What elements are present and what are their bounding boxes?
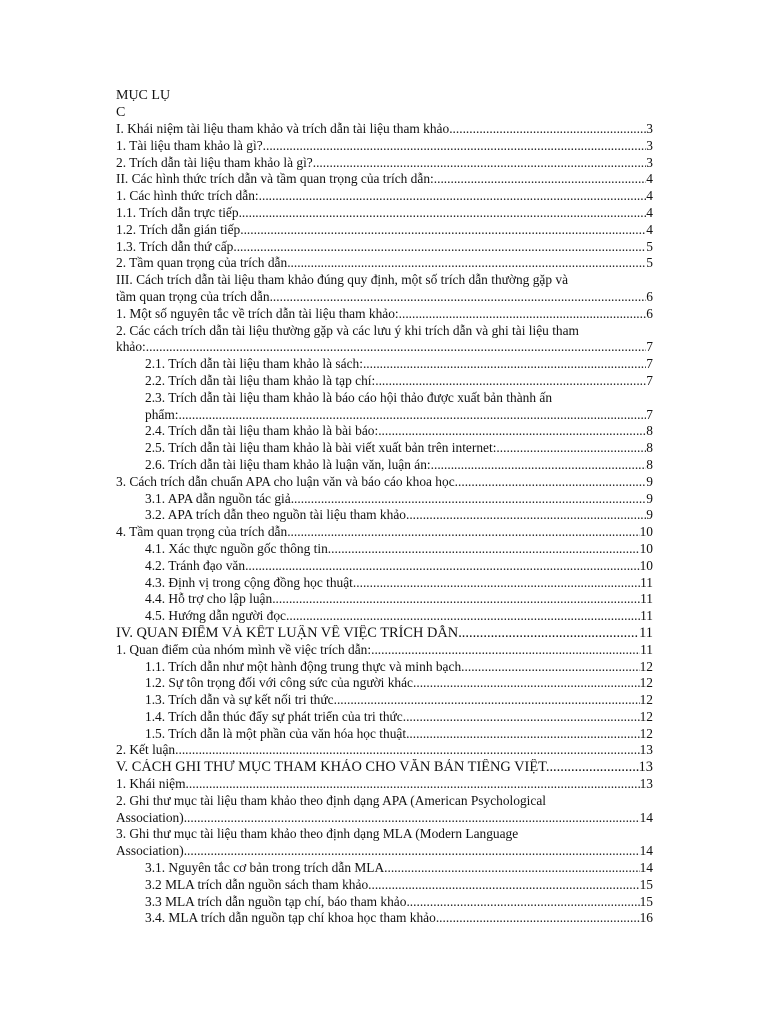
toc-entry[interactable] [116, 558, 653, 575]
toc-page-number: 15 [639, 893, 653, 909]
toc-entry[interactable] [116, 675, 653, 692]
toc-dot-leader [184, 843, 653, 858]
toc-page-number: 9 [646, 473, 653, 489]
toc-entry[interactable] [116, 373, 653, 390]
toc-entry[interactable] [116, 205, 653, 222]
toc-entry[interactable] [116, 793, 653, 827]
toc-entry-text: 1.1. Trích dẫn như một hành động trung thực và minh bạch [145, 658, 462, 674]
toc-dot-leader [406, 507, 653, 522]
toc-page-number: 12 [639, 708, 653, 724]
toc-entry[interactable] [116, 155, 653, 172]
toc-entry[interactable] [116, 239, 653, 256]
toc-entry[interactable] [116, 423, 653, 440]
toc-entry[interactable] [116, 440, 653, 457]
toc-entry[interactable] [116, 591, 653, 608]
toc-dot-leader [371, 642, 653, 657]
toc-entry[interactable] [116, 608, 653, 625]
toc-page-number: 10 [639, 524, 653, 540]
toc-dot-leader [259, 188, 653, 203]
toc-page-number: 12 [639, 692, 653, 708]
toc-dot-leader [146, 339, 653, 354]
toc-dot-leader [546, 759, 653, 775]
toc-dot-leader [431, 457, 653, 472]
toc-entry-text: 3.1. APA dẫn nguồn tác giả [145, 490, 291, 506]
toc-entry-text: 4. Tầm quan trọng của trích dẫn [116, 524, 288, 540]
toc-entry-text: 1. Quan điểm của nhóm mình về việc trích dẫn: [116, 641, 372, 657]
table-of-contents [116, 87, 653, 927]
toc-dot-leader [334, 692, 653, 707]
toc-dot-leader [270, 289, 653, 304]
toc-page-number: 11 [640, 591, 653, 607]
toc-entry[interactable] [116, 457, 653, 474]
toc-dot-leader [287, 255, 653, 270]
toc-entry-text: 2.3. Trích dẫn tài liệu tham khảo là báo cáo hội thảo được xuất bản thành ấn [145, 389, 553, 405]
toc-entry-text: 3.1. Nguyên tắc cơ bản trong trích dẫn MLA [145, 860, 385, 876]
toc-entry[interactable] [116, 541, 653, 558]
toc-dot-leader [245, 558, 653, 573]
toc-dot-leader [436, 910, 653, 925]
toc-dot-leader [328, 541, 653, 556]
toc-dot-leader [184, 810, 653, 825]
toc-page-number: 5 [646, 238, 653, 254]
toc-entry-text: 3.2. APA trích dẫn theo nguồn tài liệu tham khảo [145, 507, 406, 523]
toc-page-number: 13 [639, 742, 653, 758]
toc-entry-text: IV. QUAN ĐIỂM VÀ KẾT LUẬN VỀ VIỆC TRÍCH DẪN [116, 624, 459, 641]
toc-page-number: 3 [646, 137, 653, 153]
toc-entry-text: 4.3. Định vị trong cộng đồng học thuật [145, 574, 353, 590]
toc-entry[interactable] [116, 575, 653, 592]
toc-entry-text: 3.3 MLA trích dẫn nguồn tạp chí, báo tham khảo [145, 893, 407, 909]
toc-page-number: 7 [646, 406, 653, 422]
toc-dot-leader [286, 608, 653, 623]
toc-entry[interactable] [116, 255, 653, 272]
toc-entry-text: 2. Các cách trích dẫn tài liệu thường gặp và các lưu ý khi trích dẫn và ghi tài liệu tham [116, 322, 579, 338]
toc-entry-text: 1. Các hình thức trích dẫn: [116, 188, 259, 204]
toc-entry-text: 2.6. Trích dẫn tài liệu tham khảo là luận văn, luận án: [145, 456, 431, 472]
toc-dot-leader [291, 491, 653, 506]
toc-page-number: 14 [639, 843, 653, 859]
toc-page-number: 10 [639, 540, 653, 556]
toc-entry[interactable] [116, 188, 653, 205]
toc-page-number: 6 [646, 305, 653, 321]
toc-dot-leader [458, 625, 653, 641]
toc-entry-text: 1.3. Trích dẫn và sự kết nối tri thức [145, 692, 334, 708]
toc-page-number: 12 [639, 658, 653, 674]
toc-entry-text: 4.2. Tránh đạo văn [145, 557, 246, 573]
toc-entry[interactable] [116, 222, 653, 239]
toc-entry-text: 1. Khái niệm [116, 776, 186, 792]
toc-entry[interactable] [116, 692, 653, 709]
toc-dot-leader [240, 222, 653, 237]
toc-entry-text: 1.1. Trích dẫn trực tiếp [116, 204, 239, 220]
toc-page-number: 11 [640, 574, 653, 590]
toc-page-number: 4 [646, 221, 653, 237]
toc-entry-text-cont: phẩm: [145, 406, 179, 422]
toc-dot-leader [399, 306, 653, 321]
toc-entry-text: 2. Tầm quan trọng của trích dẫn [116, 255, 288, 271]
toc-dot-leader [461, 659, 653, 674]
toc-page-number: 11 [640, 641, 653, 657]
toc-entry-text: II. Các hình thức trích dẫn và tầm quan trọng của trích dẫn: [116, 171, 434, 187]
toc-entry-text: 2.4. Trích dẫn tài liệu tham khảo là bài báo: [145, 423, 379, 439]
toc-entry-text: 4.5. Hướng dẫn người đọc [145, 608, 286, 624]
toc-entry[interactable] [116, 474, 653, 491]
toc-entry-text: 1.5. Trích dẫn là một phần của văn hóa học thuật [145, 725, 407, 741]
toc-entry-text: V. CÁCH GHI THƯ MỤC THAM KHẢO CHO VĂN BẢN TIẾNG VIỆT [116, 759, 546, 776]
toc-entry-text: 2.2. Trích dẫn tài liệu tham khảo là tạp chí: [145, 372, 376, 388]
toc-entry[interactable] [116, 726, 653, 743]
toc-entry[interactable] [116, 390, 653, 424]
toc-entry-text: 2. Kết luận [116, 742, 176, 758]
toc-dot-leader [375, 373, 653, 388]
toc-entry[interactable] [116, 659, 653, 676]
toc-page-number: 8 [646, 440, 653, 456]
toc-entry[interactable] [116, 826, 653, 860]
toc-dot-leader [178, 407, 653, 422]
toc-entry[interactable] [116, 491, 653, 508]
toc-dot-leader [263, 138, 653, 153]
toc-page-number: 12 [639, 725, 653, 741]
toc-entry-text: 3.4. MLA trích dẫn nguồn tạp chí khoa học tham khảo [145, 910, 436, 926]
toc-page-number: 3 [646, 121, 653, 136]
toc-dot-leader [496, 440, 653, 455]
toc-dot-leader [449, 121, 653, 136]
toc-entry[interactable] [116, 356, 653, 373]
toc-entry[interactable] [116, 877, 653, 894]
toc-page-number: 7 [646, 356, 653, 372]
toc-entry-text: 3.2 MLA trích dẫn nguồn sách tham khảo [145, 876, 369, 892]
toc-dot-leader [272, 591, 653, 606]
toc-page-number: 8 [646, 456, 653, 472]
toc-title-line1: MỤC LỤ [116, 88, 171, 103]
toc-entry[interactable] [116, 910, 653, 927]
toc-entry-text: 1.4. Trích dẫn thúc đẩy sự phát triển của tri thức [145, 708, 403, 724]
toc-dot-leader [287, 524, 653, 539]
toc-entry-text: 1.3. Trích dẫn thứ cấp [116, 238, 234, 254]
toc-entry[interactable] [116, 894, 653, 911]
toc-dot-leader [406, 894, 653, 909]
toc-page-number: 11 [639, 624, 653, 641]
toc-page-number: 13 [638, 759, 653, 776]
toc-entry-text-cont: Association) [116, 809, 184, 825]
toc-entry-text: 1. Một số nguyên tắc về trích dẫn tài liệu tham khảo: [116, 305, 399, 321]
toc-dot-leader [363, 356, 653, 371]
toc-page-number: 14 [639, 860, 653, 876]
toc-dot-leader [406, 726, 653, 741]
toc-page-number: 4 [646, 171, 653, 187]
toc-dot-leader [413, 675, 653, 690]
toc-entry[interactable] [116, 272, 653, 306]
toc-entry-text: I. Khái niệm tài liệu tham khảo và trích dẫn tài liệu tham khảo [116, 121, 450, 136]
toc-page-number: 16 [639, 910, 653, 926]
toc-entry-text: 2.5. Trích dẫn tài liệu tham khảo là bài viết xuất bản trên internet: [145, 440, 497, 456]
toc-entry-text: 3. Ghi thư mục tài liệu tham khảo theo định dạng MLA (Modern Language [116, 826, 519, 842]
toc-page-number: 14 [639, 809, 653, 825]
toc-dot-leader [239, 205, 653, 220]
toc-page-number: 8 [646, 423, 653, 439]
toc-dot-leader [353, 575, 653, 590]
toc-page-number: 7 [646, 339, 653, 355]
toc-entry[interactable] [116, 709, 653, 726]
toc-dot-leader [384, 860, 653, 875]
toc-entry[interactable] [116, 860, 653, 877]
toc-page-number: 4 [646, 188, 653, 204]
toc-page-number: 5 [646, 255, 653, 271]
toc-dot-leader [186, 776, 653, 791]
toc-dot-leader [434, 171, 653, 186]
toc-page-number: 10 [639, 557, 653, 573]
toc-title-line2: C [116, 105, 126, 120]
toc-entry-text-cont: Association) [116, 843, 184, 859]
toc-page-number: 9 [646, 490, 653, 506]
toc-dot-leader [368, 877, 653, 892]
toc-entry-text: 2. Trích dẫn tài liệu tham khảo là gì? [116, 154, 313, 170]
toc-page-number: 12 [639, 675, 653, 691]
toc-page-number: 3 [646, 154, 653, 170]
toc-entry[interactable] [116, 171, 653, 188]
toc-dot-leader [455, 474, 653, 489]
toc-page-number: 9 [646, 507, 653, 523]
toc-entry-text-cont: khảo: [116, 339, 146, 355]
toc-entry-text: 2.1. Trích dẫn tài liệu tham khảo là sách: [145, 356, 363, 372]
toc-entries [116, 121, 653, 927]
toc-entry[interactable] [116, 524, 653, 541]
toc-entry-text: 4.1. Xác thực nguồn gốc thông tin [145, 540, 328, 556]
toc-entry[interactable] [116, 323, 653, 357]
toc-entry[interactable] [116, 759, 653, 776]
toc-entry-text-cont: tầm quan trọng của trích dẫn [116, 288, 270, 304]
toc-entry[interactable] [116, 742, 653, 759]
toc-page-number: 11 [640, 608, 653, 624]
toc-entry-text: 1.2. Sự tôn trọng đối với công sức của người khác [145, 675, 414, 691]
toc-entry[interactable] [116, 138, 653, 155]
toc-page-number: 6 [646, 288, 653, 304]
toc-entry-text: 1.2. Trích dẫn gián tiếp [116, 221, 241, 237]
toc-dot-leader [403, 709, 653, 724]
toc-dot-leader [313, 155, 653, 170]
toc-dot-leader [233, 239, 653, 254]
toc-entry-text: 3. Cách trích dẫn chuẩn APA cho luận văn và báo cáo khoa học [116, 473, 455, 489]
toc-entry[interactable] [116, 121, 653, 138]
toc-page-number: 15 [639, 876, 653, 892]
toc-entry[interactable] [116, 625, 653, 642]
toc-dot-leader [378, 423, 653, 438]
toc-entry[interactable] [116, 776, 653, 793]
toc-entry-text: 4.4. Hỗ trợ cho lập luận [145, 591, 273, 607]
toc-entry[interactable] [116, 642, 653, 659]
toc-entry[interactable] [116, 507, 653, 524]
toc-dot-leader [175, 742, 653, 757]
toc-entry-text: 2. Ghi thư mục tài liệu tham khảo theo định dạng APA (American Psychological [116, 792, 546, 808]
toc-page-number: 13 [639, 776, 653, 792]
toc-entry-text: 1. Tài liệu tham khảo là gì? [116, 137, 263, 153]
toc-page-number: 4 [646, 204, 653, 220]
toc-entry-text: III. Cách trích dẫn tài liệu tham khảo đúng quy định, một số trích dẫn thường gặp và [116, 272, 569, 288]
toc-entry[interactable] [116, 306, 653, 323]
toc-page-number: 7 [646, 372, 653, 388]
